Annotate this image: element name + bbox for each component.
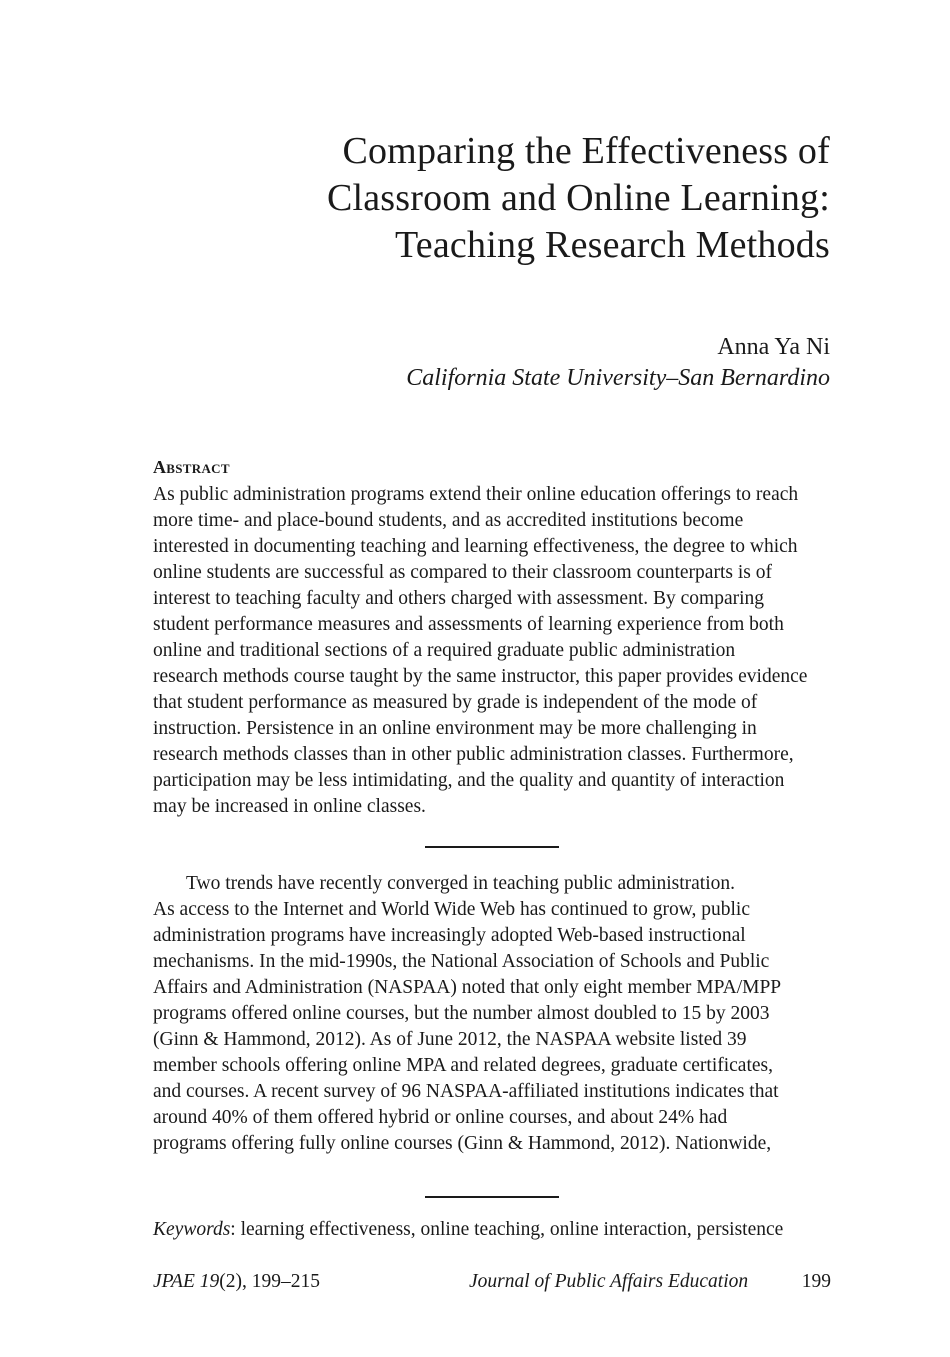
abstract-line: more time- and place-bound students, and as accredited institutions become — [153, 510, 744, 531]
body-paragraph — [153, 871, 781, 1157]
abstract-line: that student performance as measured by grade is independent of the mode of — [153, 692, 758, 713]
citation — [153, 1268, 320, 1296]
journal-name: Journal of Public Affairs Education — [469, 1271, 749, 1292]
abstract-line: research methods classes than in other public administration classes. Furthermore, — [153, 744, 794, 765]
body-line: mechanisms. In the mid-1990s, the National Association of Schools and Public — [153, 951, 770, 972]
author-name: Anna Ya Ni — [717, 334, 830, 360]
footnote-divider — [425, 1196, 559, 1198]
issue-pages: (2), 199–215 — [219, 1271, 321, 1292]
body-line: As access to the Internet and World Wide Web has continued to grow, public — [153, 899, 750, 920]
article-title — [210, 128, 830, 269]
title-line: Classroom and Online Learning: — [326, 177, 830, 219]
page-footer — [153, 1268, 831, 1296]
abstract-line: interested in documenting teaching and learning effectiveness, the degree to which — [153, 536, 798, 557]
keywords — [153, 1217, 783, 1243]
abstract-line: As public administration programs extend their online education offerings to reach — [153, 484, 799, 505]
body-line: and courses. A recent survey of 96 NASPAA-affiliated institutions indicates that — [153, 1081, 779, 1102]
journal-abbrev: JPAE 19 — [153, 1271, 220, 1292]
body-line: member schools offering online MPA and related degrees, graduate certificates, — [153, 1055, 774, 1076]
page-number: 199 — [801, 1271, 831, 1292]
abstract-line: research methods course taught by the same instructor, this paper provides evidence — [153, 666, 808, 687]
body-line: programs offered online courses, but the number almost doubled to 15 by 2003 — [153, 1003, 770, 1024]
abstract-line: participation may be less intimidating, and the quality and quantity of interaction — [153, 770, 785, 791]
title-line: Comparing the Effectiveness of — [342, 130, 830, 172]
abstract-line: may be increased in online classes. — [153, 796, 426, 817]
author-affiliation: California State University–San Bernardino — [406, 365, 830, 391]
abstract-line: online students are successful as compared to their classroom counterparts is of — [153, 562, 772, 583]
keywords-text: : learning effectiveness, online teaching, online interaction, persistence — [230, 1219, 784, 1240]
body-line: Two trends have recently converged in teaching public administration. — [186, 873, 735, 894]
keywords-label: Keywords — [153, 1219, 231, 1240]
abstract-line: student performance measures and assessments of learning experience from both — [153, 614, 784, 635]
body-line: programs offering fully online courses (Ginn & Hammond, 2012). Nationwide, — [153, 1133, 772, 1154]
section-divider — [425, 846, 559, 848]
body-line: around 40% of them offered hybrid or online courses, and about 24% had — [153, 1107, 728, 1128]
body-line: Affairs and Administration (NASPAA) noted that only eight member MPA/MPP — [153, 977, 782, 998]
abstract-line: instruction. Persistence in an online environment may be more challenging in — [153, 718, 757, 739]
abstract-body — [153, 482, 807, 820]
title-line: Teaching Research Methods — [395, 224, 830, 266]
abstract-line: online and traditional sections of a required graduate public administration — [153, 640, 736, 661]
abstract-line: interest to teaching faculty and others charged with assessment. By comparing — [153, 588, 765, 609]
body-line: (Ginn & Hammond, 2012). As of June 2012, the NASPAA website listed 39 — [153, 1029, 747, 1050]
abstract-heading: Abstract — [153, 457, 230, 477]
body-line: administration programs have increasingly adopted Web-based instructional — [153, 925, 746, 946]
